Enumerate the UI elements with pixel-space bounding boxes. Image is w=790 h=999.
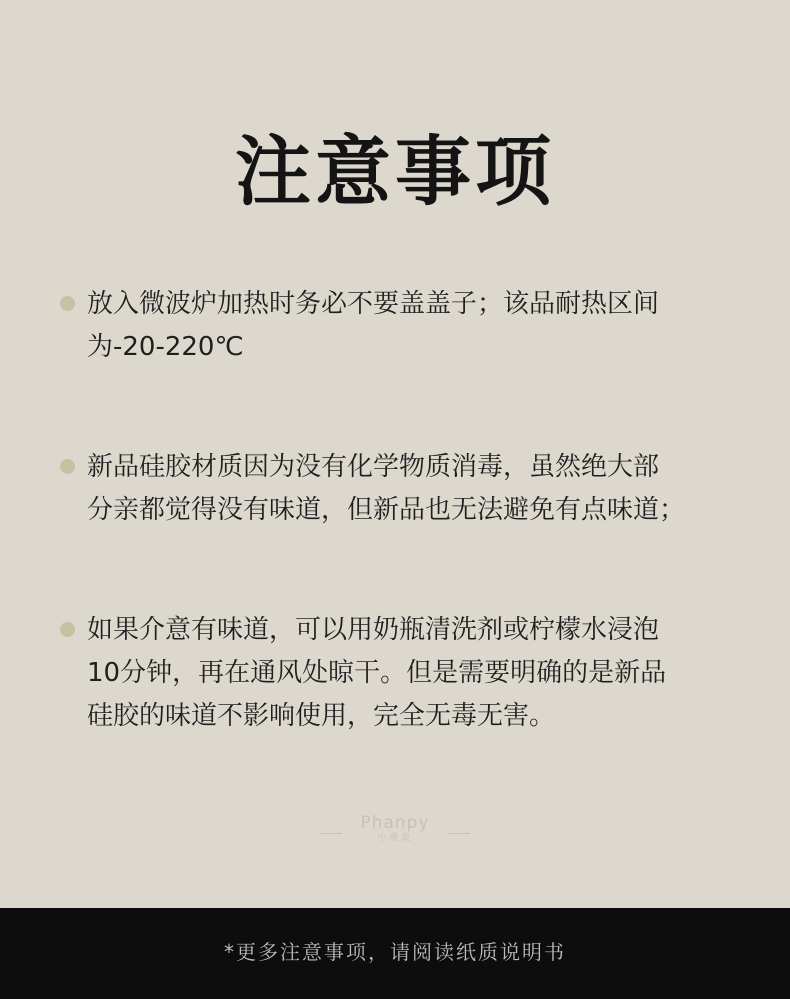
- note-item: [60, 446, 740, 532]
- page-title: 注意事项: [235, 127, 555, 216]
- logo-divider: [320, 833, 342, 834]
- note-text-line: 为-20-220℃: [87, 332, 244, 362]
- footer-note: *更多注意事项，请阅读纸质说明书: [224, 940, 566, 964]
- note-text-line: 硅胶的味道不影响使用，完全无毒无害。: [87, 701, 556, 731]
- note-text-line: 10分钟，再在通风处晾干。但是需要明确的是新品: [87, 658, 667, 688]
- note-text-line: 分亲都觉得没有味道，但新品也无法避免有点味道；: [87, 495, 686, 525]
- note-item: [60, 283, 740, 369]
- note-text-line: 如果介意有味道，可以用奶瓶清洗剂或柠檬水浸泡: [87, 615, 660, 645]
- brand-name: Phanpy: [360, 813, 430, 833]
- note-text-line: 放入微波炉加热时务必不要盖盖子；该品耐热区间: [87, 289, 660, 319]
- note-item: [60, 609, 740, 738]
- bullet-dot-icon: [60, 296, 75, 311]
- brand-subtitle: 小雅象: [377, 833, 413, 844]
- bullet-dot-icon: [60, 459, 75, 474]
- note-text-line: 新品硅胶材质因为没有化学物质消毒，虽然绝大部: [87, 452, 660, 482]
- footer-bar: [0, 908, 790, 999]
- logo-divider: [448, 833, 470, 834]
- notes-list: [60, 283, 740, 738]
- bullet-dot-icon: [60, 622, 75, 637]
- brand-logo: [320, 813, 470, 845]
